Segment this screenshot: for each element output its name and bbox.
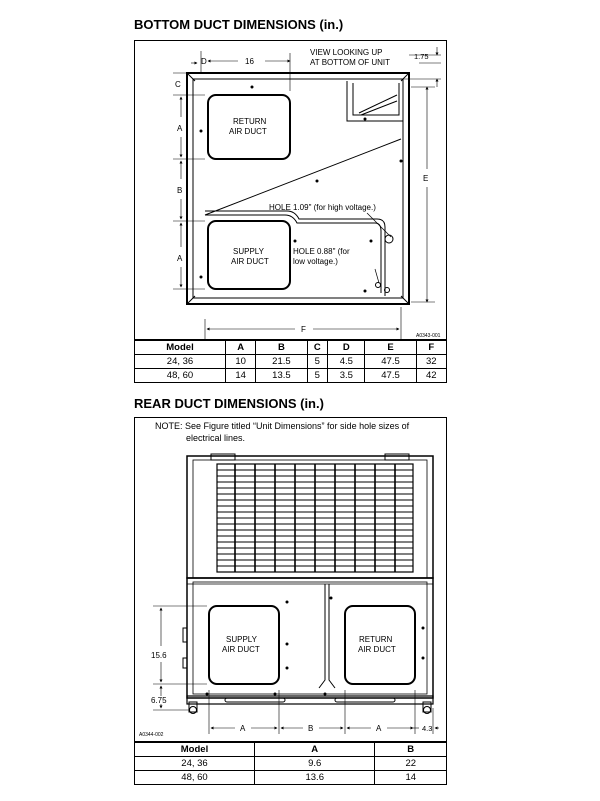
table-header-row [135,341,447,355]
label-a-bottom: A [177,254,183,263]
return-duct-label-line1: RETURN [233,117,267,126]
table-cell: 10 [226,355,256,369]
bottom-figure-code: A0343-001 [416,333,441,339]
table-cell: 21.5 [256,355,307,369]
table-cell: 22 [375,757,447,771]
rear-figure-code: A0344-002 [139,732,164,738]
hole-high-voltage-label: HOLE 1.09" (for high voltage.) [269,203,376,212]
table-cell: 13.6 [255,771,375,785]
label-b: B [177,186,183,195]
table-cell: 5 [307,355,328,369]
col-header-a: A [226,341,256,355]
col-header-f: F [416,341,446,355]
label-e: E [423,174,429,183]
supply-duct-label-line2: AIR DUCT [231,257,269,266]
table-row [135,757,447,771]
rear-label-a-left: A [240,724,246,733]
table-cell: 24, 36 [135,757,255,771]
table-cell: 5 [307,369,328,383]
bottom-dimensions-table [134,340,447,383]
col-header-b: B [256,341,307,355]
label-f: F [301,325,306,334]
supply-duct-label-line1: SUPPLY [233,247,264,256]
col-header-a: A [255,743,375,757]
rear-duct-diagram [135,418,446,741]
rear-supply-duct-label-line2: AIR DUCT [222,645,260,654]
bottom-diagram-frame [134,40,447,340]
label-d: D [201,57,207,66]
bottom-duct-diagram [135,41,446,339]
view-label-line2: AT BOTTOM OF UNIT [310,58,390,67]
view-label-line1: VIEW LOOKING UP [310,48,383,57]
rear-section-title: REAR DUCT DIMENSIONS (in.) [134,396,324,411]
table-cell: 9.6 [255,757,375,771]
dim-16: 16 [245,57,254,66]
rear-label-b: B [308,724,314,733]
col-header-b: B [375,743,447,757]
col-header-e: E [365,341,416,355]
label-c: C [175,80,181,89]
rear-note-line1: NOTE: See Figure titled “Unit Dimensions” for side hole sizes of [155,421,410,431]
bottom-section-title: BOTTOM DUCT DIMENSIONS (in.) [134,17,344,32]
dim-4-3: 4.3 [422,724,433,733]
hole-low-voltage-label-line1: HOLE 0.88" (for [293,247,350,256]
col-header-c: C [307,341,328,355]
table-row [135,369,447,383]
table-cell: 4.5 [328,355,365,369]
rear-return-duct-label-line1: RETURN [359,635,393,644]
table-cell: 47.5 [365,355,416,369]
table-row [135,355,447,369]
dim-6-75: 6.75 [151,696,167,705]
col-header-model: Model [135,743,255,757]
dim-1-75: 1.75 [414,52,429,61]
table-row [135,771,447,785]
table-cell: 24, 36 [135,355,226,369]
rear-label-a-right: A [376,724,382,733]
label-a-top: A [177,124,183,133]
col-header-d: D [328,341,365,355]
table-cell: 32 [416,355,446,369]
col-header-model: Model [135,341,226,355]
hole-low-voltage-label-line2: low voltage.) [293,257,338,266]
rear-diagram-frame [134,417,447,742]
table-cell: 14 [375,771,447,785]
rear-note-line2: electrical lines. [186,433,246,443]
table-cell: 47.5 [365,369,416,383]
return-duct-label-line2: AIR DUCT [229,127,267,136]
table-cell: 13.5 [256,369,307,383]
table-cell: 42 [416,369,446,383]
rear-return-duct-label-line2: AIR DUCT [358,645,396,654]
table-cell: 14 [226,369,256,383]
rear-dimensions-table [134,742,447,785]
table-cell: 48, 60 [135,369,226,383]
table-header-row [135,743,447,757]
table-cell: 3.5 [328,369,365,383]
rear-supply-duct-label-line1: SUPPLY [226,635,257,644]
dim-15-6: 15.6 [151,651,167,660]
table-cell: 48, 60 [135,771,255,785]
